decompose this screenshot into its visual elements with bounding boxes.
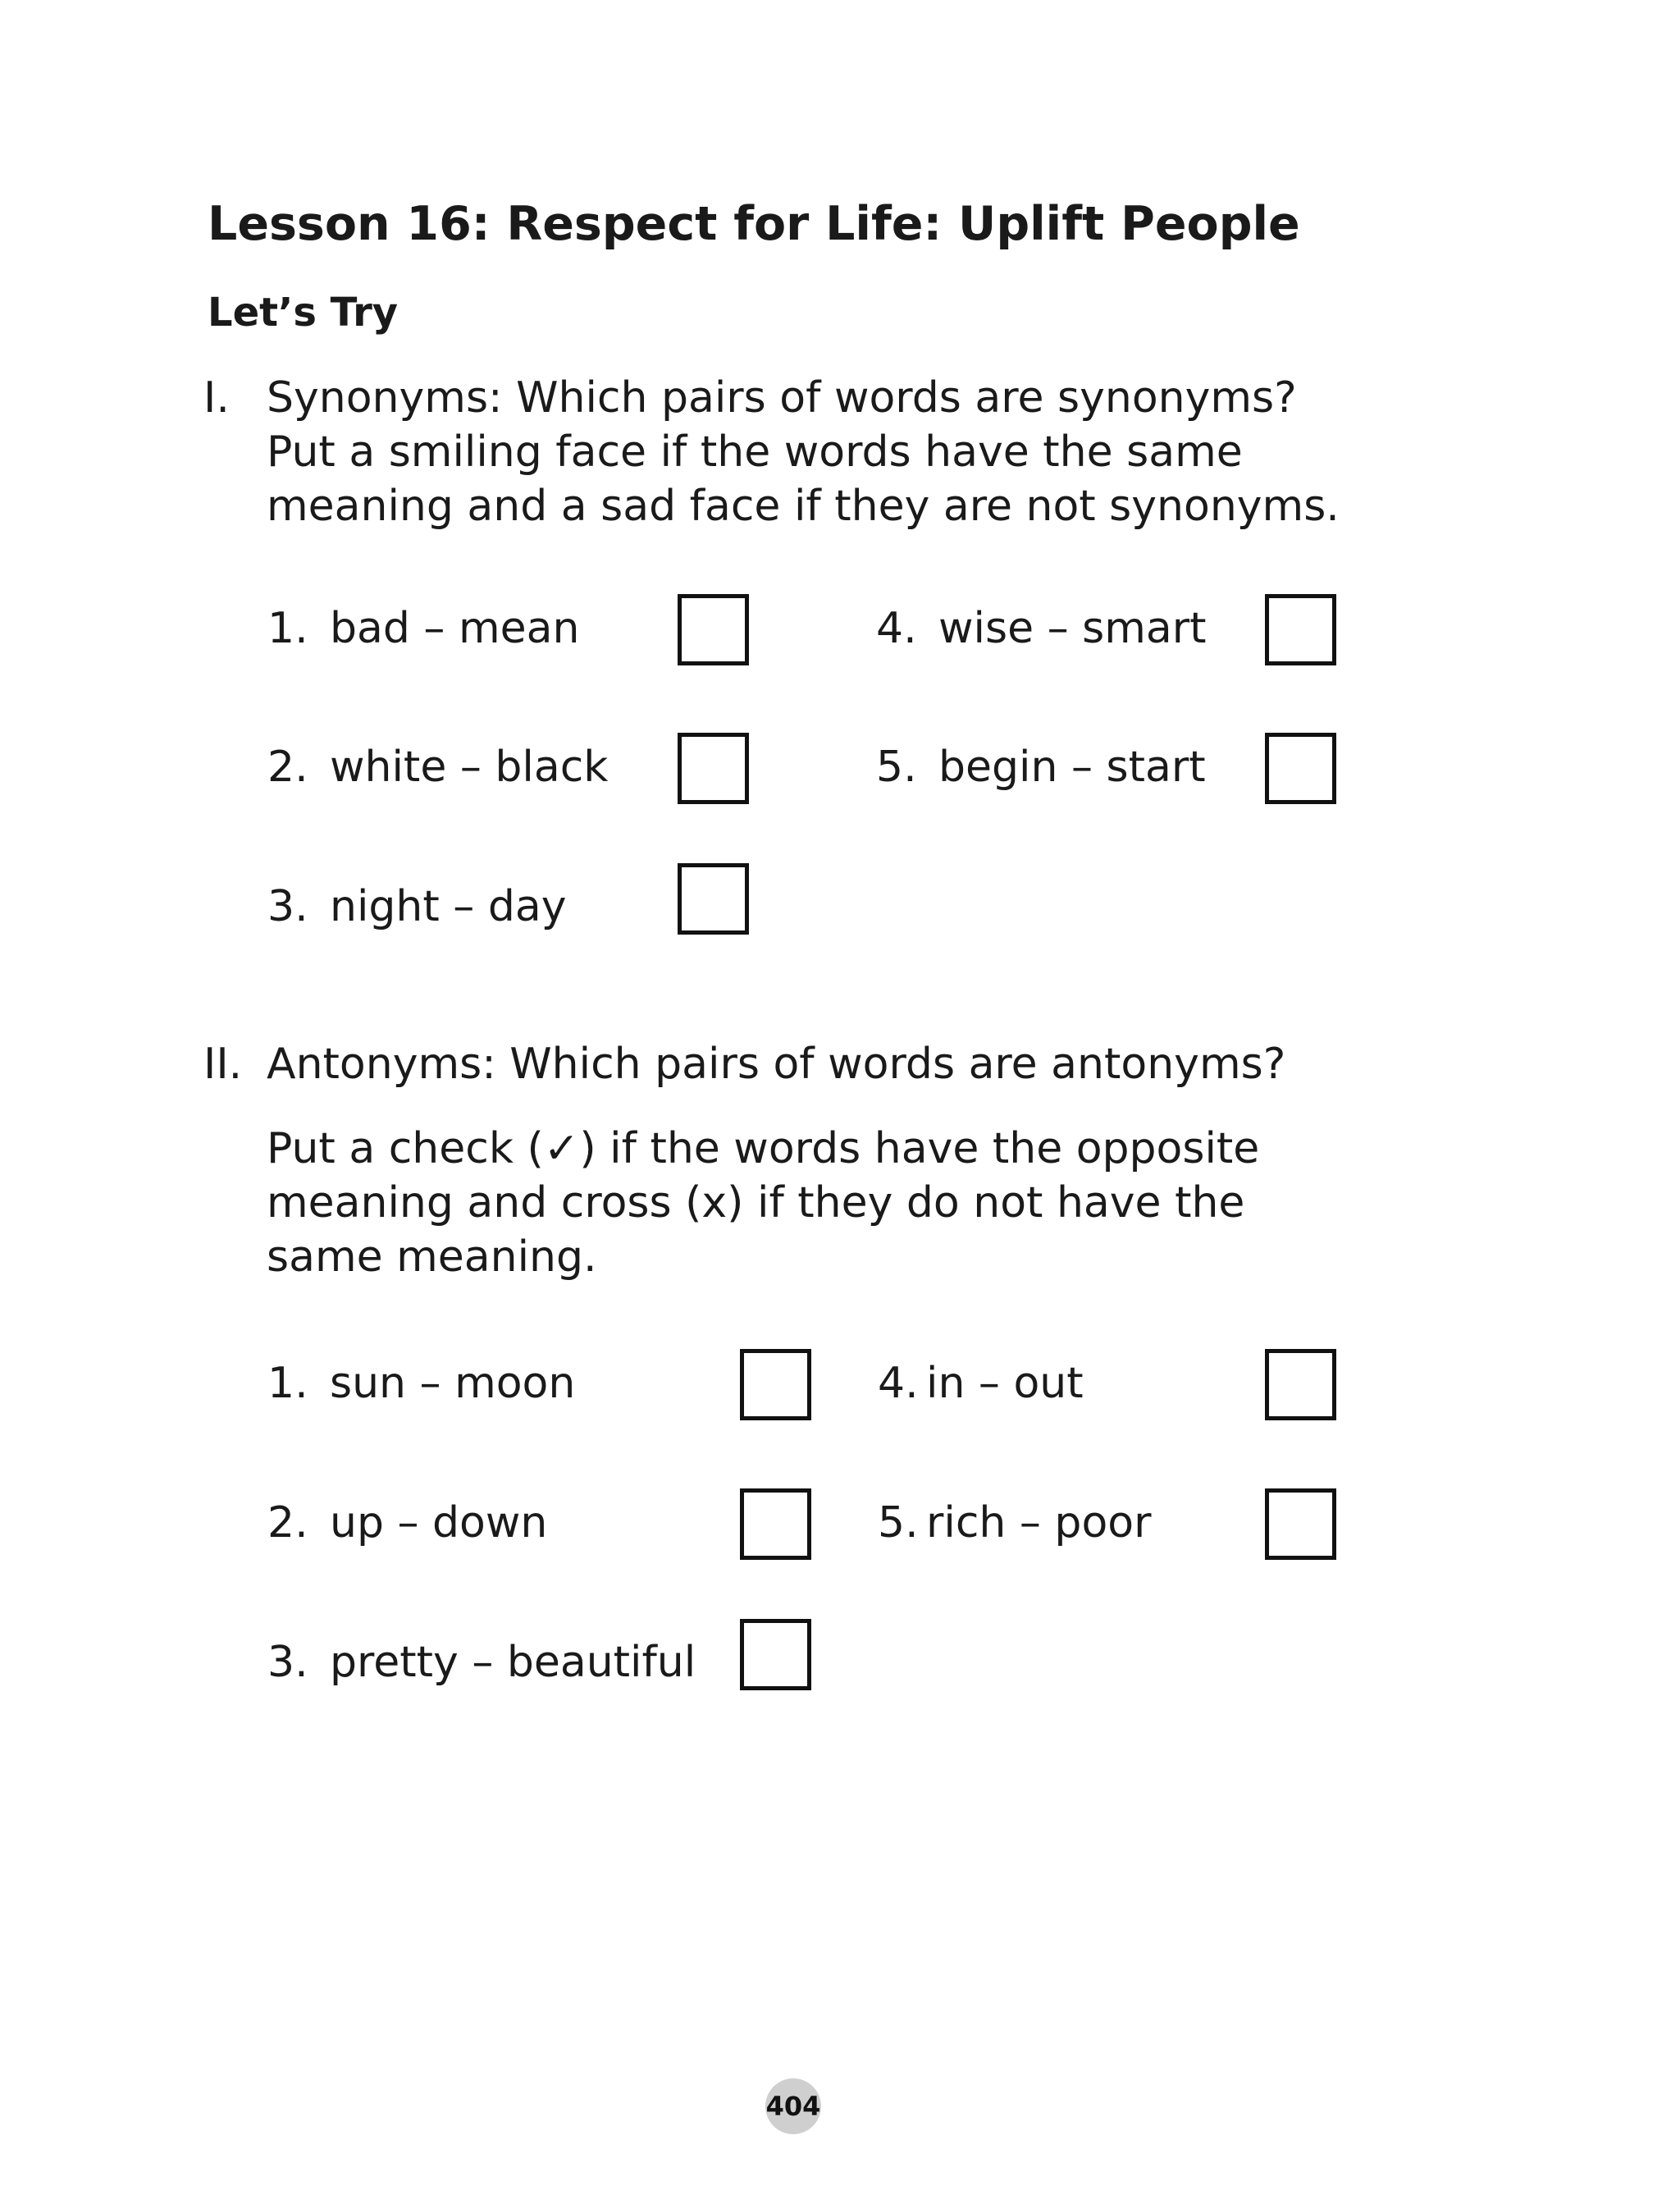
section-label: Let’s Try (208, 290, 399, 336)
part2-item-5-text: rich – poor (926, 1498, 1152, 1548)
part1-item-5-text: begin – start (938, 743, 1206, 792)
lesson-title: Lesson 16: Respect for Life: Uplift People (208, 197, 1300, 251)
part2-item-3-number: 3. (267, 1638, 308, 1687)
part1-item-4-text: wise – smart (938, 604, 1207, 653)
part2-heading: Antonyms: Which pairs of words are antonyms? (267, 1040, 1286, 1089)
part1-item-2 (267, 740, 608, 794)
part1-item-5 (876, 740, 1206, 794)
part2-item-5-number: 5. (878, 1498, 919, 1548)
part2-item-2-text: up – down (330, 1498, 548, 1548)
part2-item-2-answer-box[interactable] (740, 1488, 811, 1560)
part1-item-5-answer-box[interactable] (1265, 733, 1336, 804)
part1-item-4-number: 4. (876, 604, 917, 653)
part1-item-1 (267, 601, 579, 656)
page-number: 404 (765, 2078, 821, 2134)
part2-item-4-number: 4. (878, 1359, 919, 1408)
part1-item-3-answer-box[interactable] (678, 863, 749, 935)
part2-item-2-number: 2. (267, 1498, 308, 1548)
part2-item-3-text: pretty – beautiful (330, 1638, 696, 1687)
part1-item-4 (876, 601, 1207, 656)
part2-item-1-text: sun – moon (330, 1359, 576, 1408)
part2-item-2 (267, 1496, 547, 1550)
part2-item-5-answer-box[interactable] (1265, 1488, 1336, 1560)
part1-item-2-text: white – black (330, 743, 609, 792)
part1-item-3-number: 3. (267, 882, 308, 931)
part2-instruction-line-2: meaning and cross (x) if they do not have the (267, 1178, 1245, 1228)
part1-numeral: I. (203, 373, 230, 423)
part1-instruction-line-1: Synonyms: Which pairs of words are synonyms? (267, 373, 1297, 423)
part1-item-5-number: 5. (876, 743, 917, 792)
part2-item-4-answer-box[interactable] (1265, 1349, 1336, 1420)
part1-instruction-line-2: Put a smiling face if the words have the same (267, 427, 1243, 477)
part2-item-4 (878, 1356, 1084, 1410)
part2-item-1-number: 1. (267, 1359, 308, 1408)
part1-instruction-line-3: meaning and a sad face if they are not synonyms. (267, 482, 1340, 531)
part2-item-1-answer-box[interactable] (740, 1349, 811, 1420)
part2-item-3 (267, 1635, 696, 1689)
part1-item-1-text: bad – mean (330, 604, 580, 653)
part2-item-1 (267, 1356, 575, 1410)
part2-item-4-text: in – out (926, 1359, 1084, 1408)
part2-numeral: II. (203, 1040, 243, 1089)
part1-item-4-answer-box[interactable] (1265, 594, 1336, 665)
part2-instruction-line-1: Put a check (✓) if the words have the opposite (267, 1124, 1260, 1173)
part1-item-1-number: 1. (267, 604, 308, 653)
part2-instruction-line-3: same meaning. (267, 1232, 597, 1282)
part1-item-3 (267, 880, 566, 934)
part1-item-3-text: night – day (330, 882, 567, 931)
part1-item-2-answer-box[interactable] (678, 733, 749, 804)
part1-item-1-answer-box[interactable] (678, 594, 749, 665)
part1-item-2-number: 2. (267, 743, 308, 792)
part2-item-5 (878, 1496, 1151, 1550)
part2-item-3-answer-box[interactable] (740, 1619, 811, 1690)
